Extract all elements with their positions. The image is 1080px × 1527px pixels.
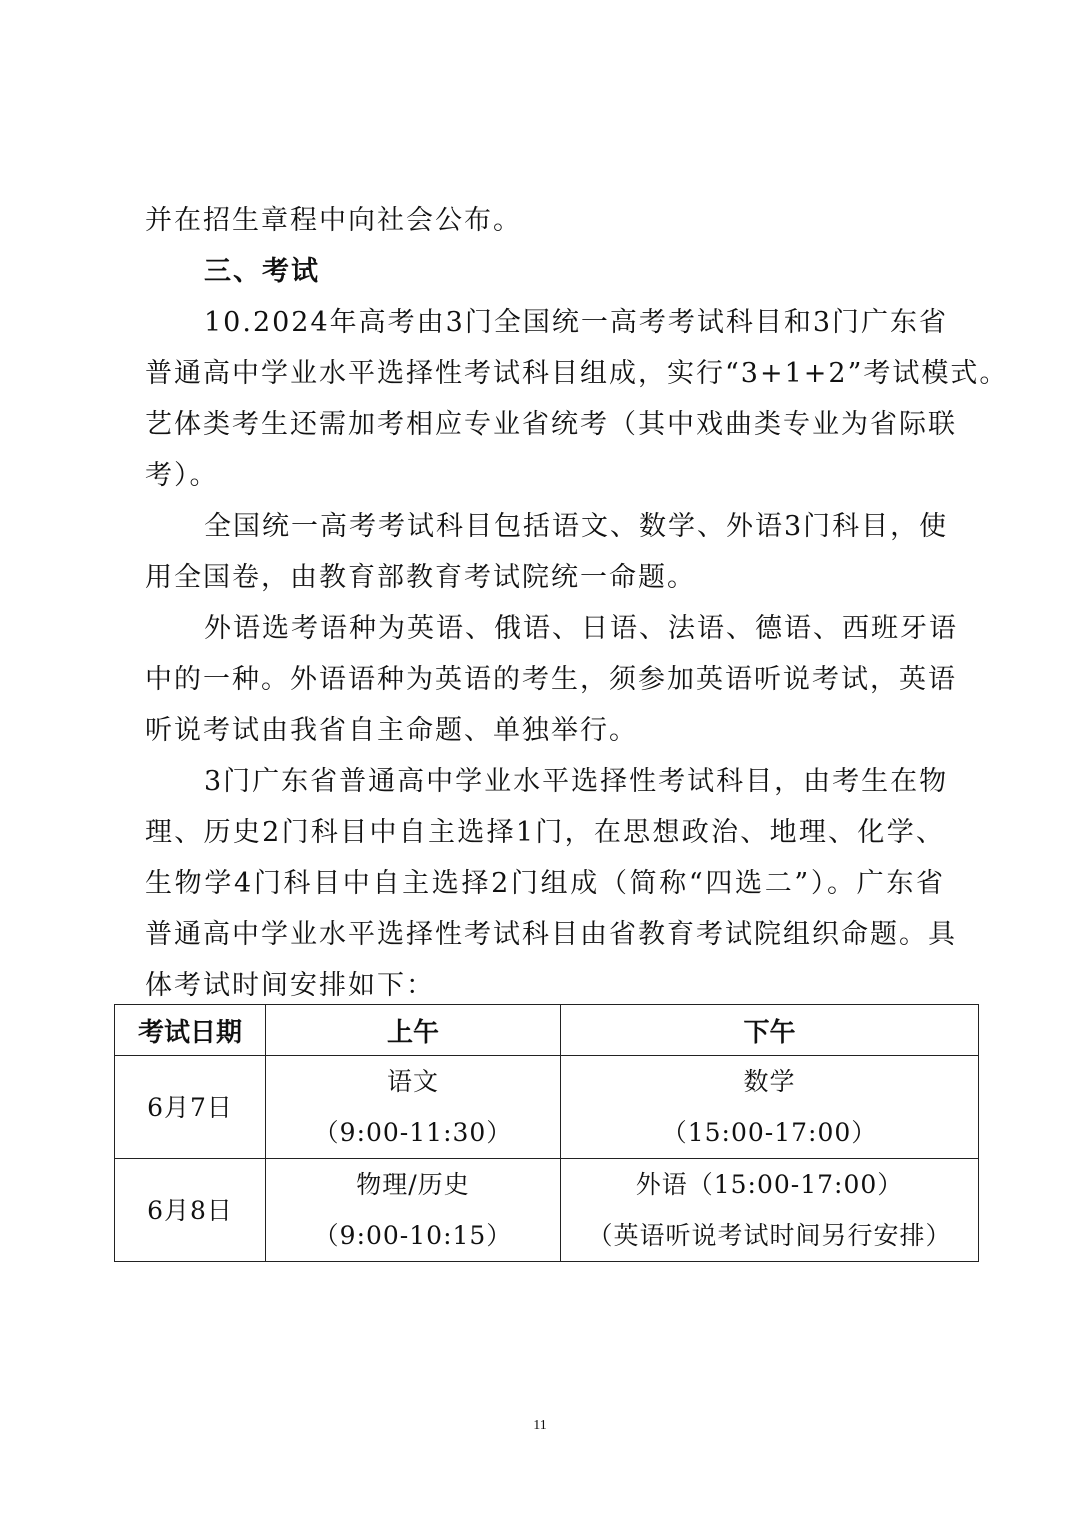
subject-name: 物理/历史 xyxy=(356,1170,470,1199)
exam-date-cell: 6月7日 xyxy=(115,1056,266,1159)
subject-name: 语文 xyxy=(386,1067,439,1096)
morning-cell xyxy=(266,1159,561,1262)
paragraph-line: 听说考试由我省自主命题、单独举行。 xyxy=(145,715,638,746)
paragraph-line: 理、历史2门科目中自主选择1门，在思想政治、地理、化学、 xyxy=(145,817,945,848)
exam-schedule-table xyxy=(114,1004,979,1262)
exam-time: （15:00-17:00） xyxy=(661,1118,878,1147)
paragraph-line: 考）。 xyxy=(145,460,219,491)
page-number: 11 xyxy=(533,1418,547,1433)
exam-time: （9:00-11:30） xyxy=(313,1118,513,1147)
morning-cell xyxy=(266,1056,561,1159)
paragraph-line: 并在招生章程中向社会公布。 xyxy=(145,205,522,236)
paragraph-line: 中的一种。外语语种为英语的考生，须参加英语听说考试，英语 xyxy=(145,664,957,695)
subject-name: 外语（15:00-17:00） xyxy=(635,1170,904,1199)
table-row xyxy=(115,1159,979,1262)
subject-name: 数学 xyxy=(743,1067,796,1096)
paragraph-line: 体考试时间安排如下： xyxy=(145,970,435,1001)
afternoon-cell xyxy=(561,1056,979,1159)
exam-note: （英语听说考试时间另行安排） xyxy=(587,1221,952,1250)
paragraph-line: 全国统一高考考试科目包括语文、数学、外语3门科目，使 xyxy=(204,511,949,542)
table-header-row xyxy=(115,1005,979,1056)
section-heading: 三、考试 xyxy=(204,256,320,287)
paragraph-line: 艺体类考生还需加考相应专业省统考（其中戏曲类专业为省际联 xyxy=(145,409,957,440)
paragraph-line: 10.2024年高考由3门全国统一高考考试科目和3门广东省 xyxy=(204,307,949,338)
exam-time: （9:00-10:15） xyxy=(313,1221,513,1250)
header-exam-date: 考试日期 xyxy=(115,1005,266,1056)
paragraph-line: 普通高中学业水平选择性考试科目组成，实行“3+1+2”考试模式。 xyxy=(145,358,1009,389)
header-morning: 上午 xyxy=(266,1005,561,1056)
paragraph-line: 生物学4门科目中自主选择2门组成（简称“四选二”）。广东省 xyxy=(145,868,945,899)
header-afternoon: 下午 xyxy=(561,1005,979,1056)
body-text xyxy=(145,195,1009,1011)
paragraph-line: 普通高中学业水平选择性考试科目由省教育考试院组织命题。具 xyxy=(145,919,957,950)
table-row xyxy=(115,1056,979,1159)
paragraph-line: 外语选考语种为英语、俄语、日语、法语、德语、西班牙语 xyxy=(204,613,958,644)
afternoon-cell xyxy=(561,1159,979,1262)
exam-date-cell: 6月8日 xyxy=(115,1159,266,1262)
paragraph-line: 3门广东省普通高中学业水平选择性考试科目，由考生在物 xyxy=(204,766,949,797)
paragraph-line: 用全国卷，由教育部教育考试院统一命题。 xyxy=(145,562,696,593)
